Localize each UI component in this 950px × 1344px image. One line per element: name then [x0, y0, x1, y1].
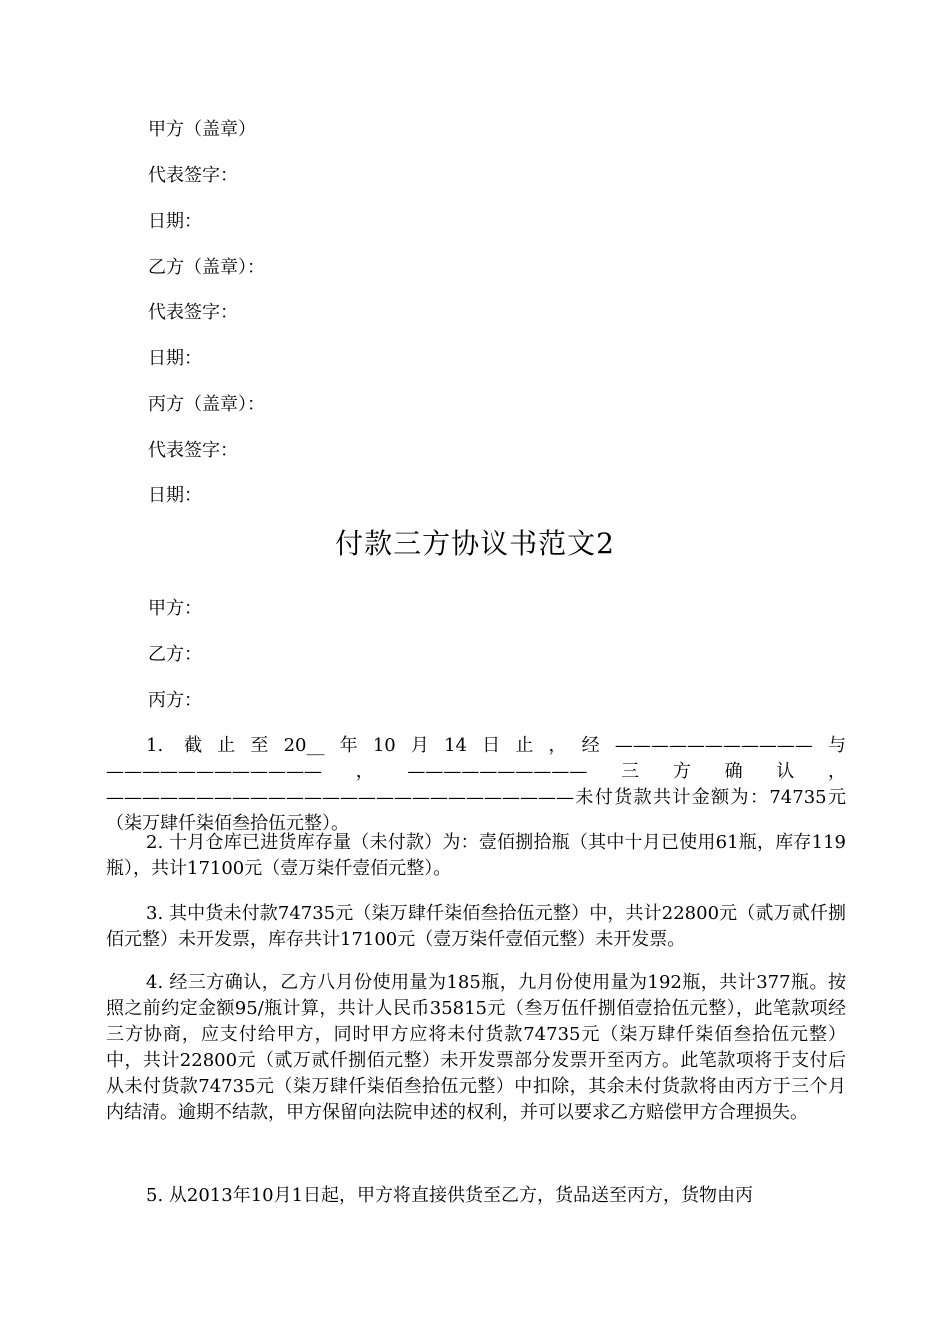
clause-4: 4. 经三方确认，乙方八月份使用量为185瓶，九月份使用量为192瓶，共计377瓶。按照之前约定金额95/瓶计算，共计人民币35815元（叁万伍仟捌佰壹拾伍元整），此笔款项经三方协商，应支付给甲方，同时甲方应将未付货款74735元（柒万肆仟柒佰叁拾伍元整）中，共计22800元（贰万贰仟捌佰元整）未开发票部分发票开至丙方。此笔款项将于支付后从未付货款74735元（柒万肆仟柒佰叁拾伍元整）中扣除，其余未付货款将由丙方于三个月内结清。逾期不结款，甲方保留向法院申述的权利，并可以要求乙方赔偿甲方合理损失。 — [106, 972, 846, 1123]
party-c-label: 丙方： — [148, 690, 202, 711]
party-b-signature-label: 代表签字： — [148, 302, 238, 323]
party-b-seal-label: 乙方（盖章）： — [148, 257, 265, 278]
party-a-label: 甲方： — [148, 598, 202, 619]
party-b-label: 乙方： — [148, 644, 202, 665]
document-title: 付款三方协议书范文2 — [335, 527, 615, 560]
party-c-signature-label: 代表签字： — [148, 440, 238, 461]
party-c-date-label: 日期： — [148, 485, 202, 506]
clause-3: 3. 其中货未付款74735元（柒万肆仟柒佰叁拾伍元整）中，共计22800元（贰万贰仟捌佰元整）未开发票，库存共计17100元（壹万柒仟壹佰元整）未开发票。 — [106, 903, 846, 950]
party-b-date-label: 日期： — [148, 348, 202, 369]
party-a-signature-label: 代表签字： — [148, 165, 238, 186]
clause-1: 1. 截止至20__年10月14日止，经———————————与————————————，——————————三方确认，——————————————————————————未付货款共计金额为：74735元（柒万肆仟柒佰叁拾伍元整）。 — [106, 735, 846, 834]
party-a-seal-label: 甲方（盖章） — [148, 119, 256, 140]
clause-2: 2. 十月仓库已进货库存量（未付款）为：壹佰捌拾瓶（其中十月已使用61瓶，库存119瓶），共计17100元（壹万柒仟壹佰元整）。 — [106, 832, 846, 879]
party-a-date-label: 日期： — [148, 211, 202, 232]
party-c-seal-label: 丙方（盖章）： — [148, 394, 265, 415]
clause-5: 5. 从2013年10月1日起，甲方将直接供货至乙方，货品送至丙方，货物由丙 — [146, 1185, 754, 1206]
